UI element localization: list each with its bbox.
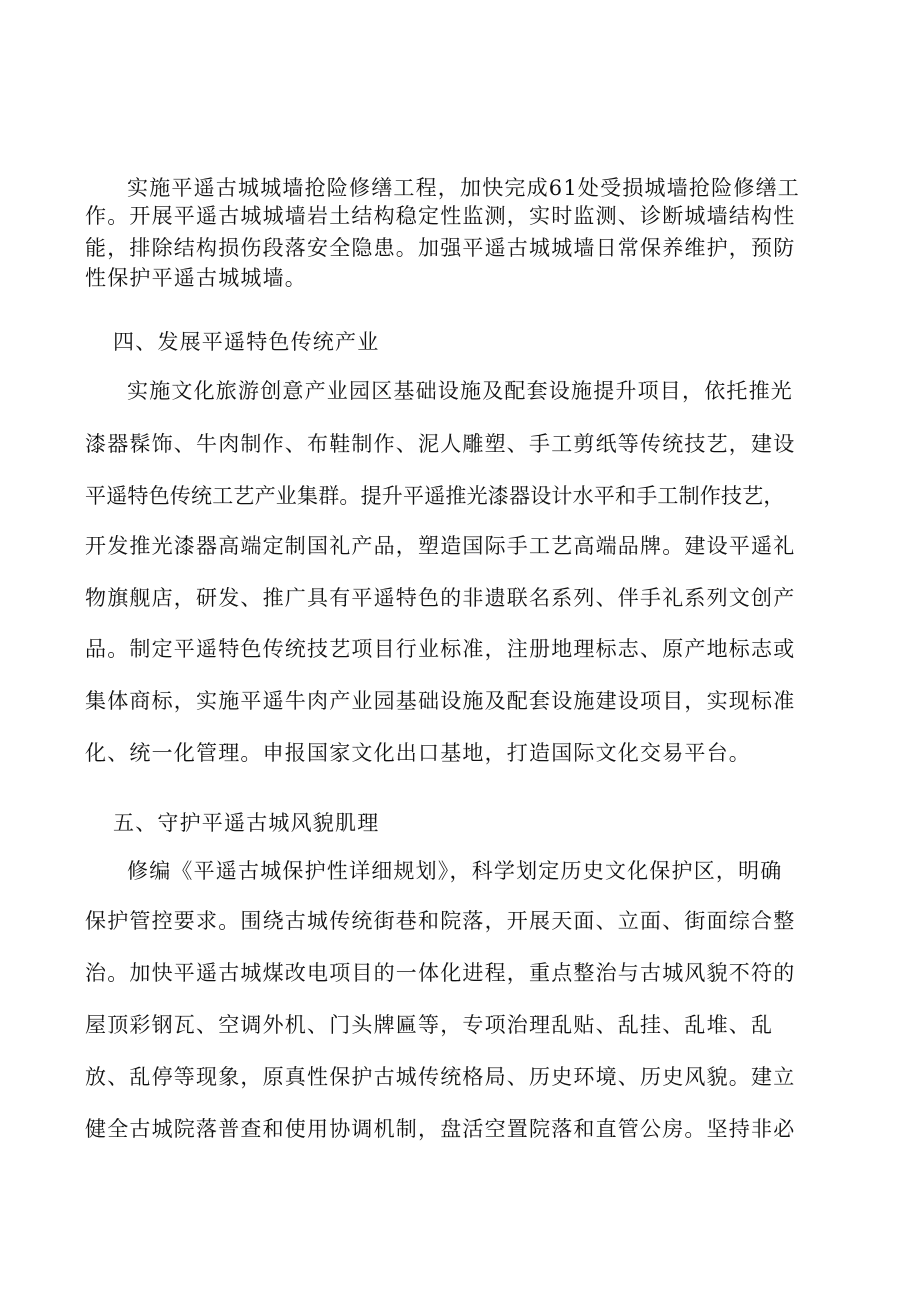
paragraph-2-line-8: 化、统一化管理。申报国家文化出口基地，打造国际文化交易平台。: [85, 741, 751, 765]
paragraph-2-line-1: 实施文化旅游创意产业园区基础设施及配套设施提升项目，依托推光: [127, 379, 793, 403]
section-heading-5: 五、守护平遥古城风貌肌理: [113, 811, 380, 835]
paragraph-2-line-4: 开发推光漆器高端定制国礼产品，塑造国际手工艺高端品牌。建设平遥礼: [85, 534, 796, 558]
paragraph-2-line-7: 集体商标，实施平遥牛肉产业园基础设施及配套设施建设项目，实现标准: [85, 689, 796, 713]
paragraph-2-line-3: 平遥特色传统工艺产业集群。提升平遥推光漆器设计水平和手工制作技艺，: [85, 484, 785, 508]
paragraph-1-line-4: 性保护平遥古城城墙。: [85, 266, 307, 290]
paragraph-3-line-6: 健全古城院落普查和使用协调机制，盘活空置院落和直管公房。坚持非必: [85, 1117, 796, 1141]
paragraph-3-line-5: 放、乱停等现象，原真性保护古城传统格局、历史环境、历史风貌。建立: [85, 1065, 796, 1089]
paragraph-2-line-5: 物旗舰店，研发、推广具有平遥特色的非遗联名系列、伴手礼系列文创产: [85, 586, 796, 610]
paragraph-1-line-3: 能，排除结构损伤段落安全隐患。加强平遥古城城墙日常保养维护，预防: [85, 236, 796, 260]
paragraph-1-line-2: 作。开展平遥古城城墙岩土结构稳定性监测，实时监测、诊断城墙结构性: [85, 204, 796, 228]
paragraph-2-line-6: 品。制定平遥特色传统技艺项目行业标准，注册地理标志、原产地标志或: [85, 637, 796, 661]
paragraph-2-line-2: 漆器髹饰、牛肉制作、布鞋制作、泥人雕塑、手工剪纸等传统技艺，建设: [85, 432, 796, 456]
section-heading-4: 四、发展平遥特色传统产业: [113, 330, 380, 354]
paragraph-1-line-1: 实施平遥古城城墙抢险修缮工程，加快完成61处受损城墙抢险修缮工: [127, 176, 800, 200]
paragraph-3-line-2: 保护管控要求。围绕古城传统街巷和院落，开展天面、立面、街面综合整: [85, 909, 796, 933]
paragraph-3-line-1: 修编《平遥古城保护性详细规划》，科学划定历史文化保护区，明确: [127, 859, 783, 883]
paragraph-3-line-4: 屋顶彩钢瓦、空调外机、门头牌匾等，专项治理乱贴、乱挂、乱堆、乱: [85, 1013, 774, 1037]
paragraph-3-line-3: 治。加快平遥古城煤改电项目的一体化进程，重点整治与古城风貌不符的: [85, 961, 796, 985]
